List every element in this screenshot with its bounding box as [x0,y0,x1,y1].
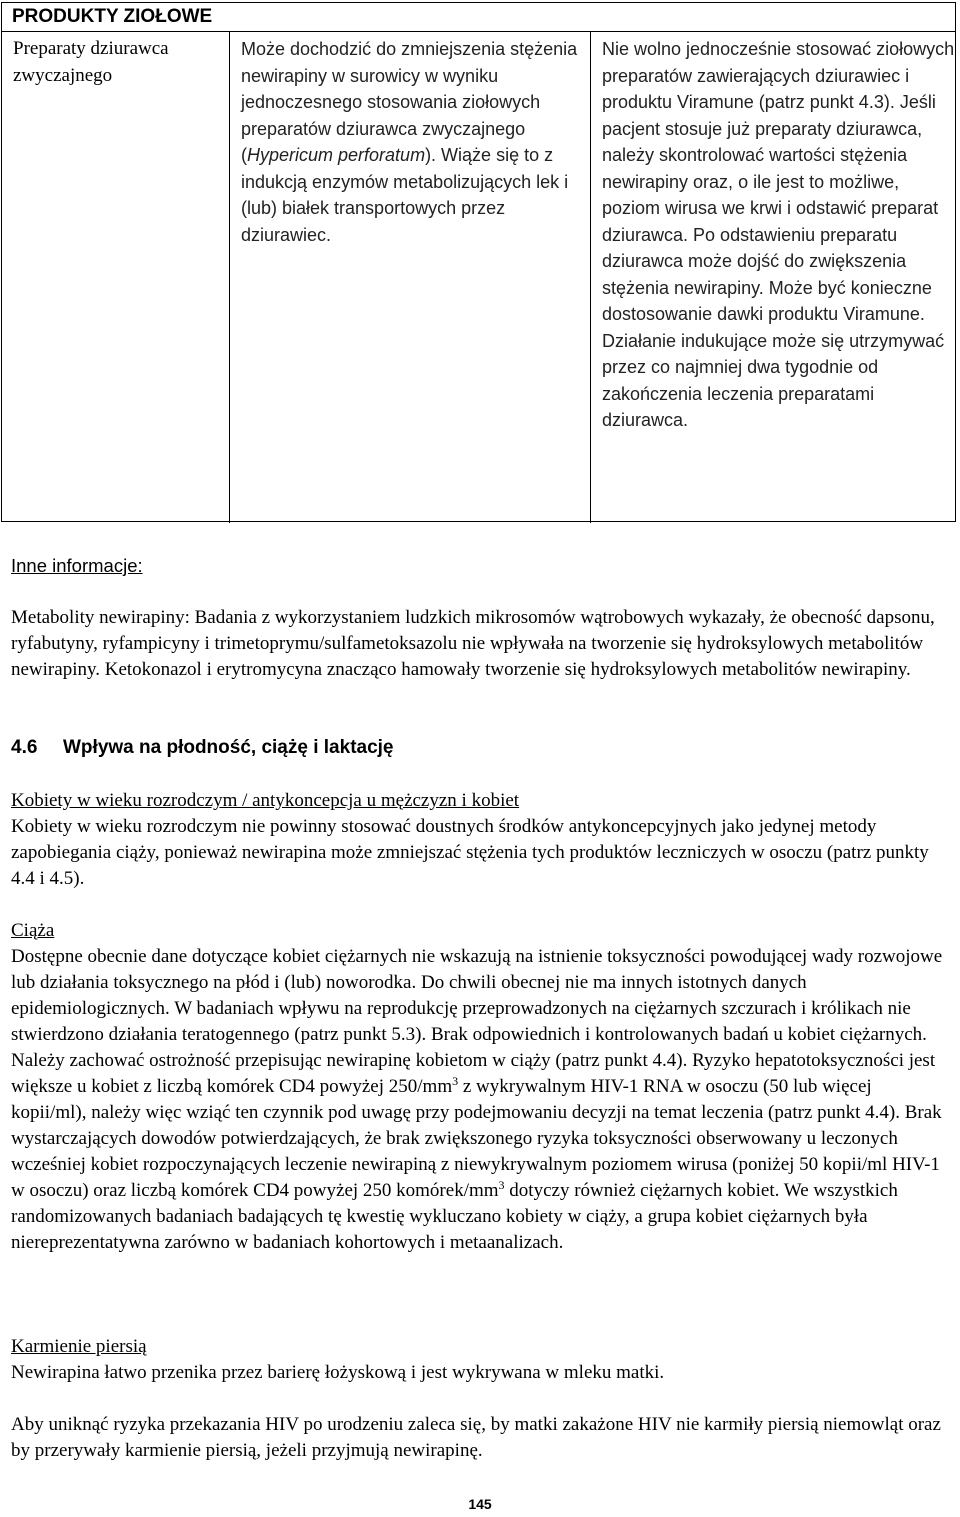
product-name: Preparaty dziurawca zwyczajnego [13,38,169,86]
pregnancy-text [11,944,946,1256]
pregnancy-heading: Ciąża [11,920,55,941]
effect-text [241,36,590,248]
other-info-heading: Inne informacje: [11,555,143,576]
pregnancy-text-part-1: Dostępne obecnie dane dotyczące kobiet ciężarnych nie wskazują na istnienie toksyczności powodującej wady rozwojowe lub działania toksycznego na płód i (lub) noworodka. Do chwili obecnej nie ma innych istotnych danych epidemiologicznych. W badaniach wpływu na reprodukcję przeprowadzonych na ciężarnych szczurach i królikach nie stwierdzono działania teratogennego (patrz punkt 5.3). Brak odpowiednich i kontrolowanych badań u kobiet ciężarnych. Należy zachować ostrożność przepisując newirapinę kobietom w ciąży (patrz punkt 4.4). Ryzyko hepatotoksyczności jest większe u kobiet z liczbą komórek CD4 powyżej 250/mm [11,946,943,1097]
breastfeeding-text: Newirapina łatwo przenika przez barierę łożyskową i jest wykrywana w mleku matki. [11,1362,665,1383]
breastfeeding-heading: Karmienie piersią [11,1336,147,1357]
superscript-1: 3 [452,1074,459,1088]
section-number: 4.6 [11,737,38,758]
latin-name: Hypericum perforatum [247,145,426,165]
interaction-table [1,2,956,522]
table-cell-effect [230,32,591,523]
recommendation-text: Nie wolno jednocześnie stosować ziołowych preparatów zawierających dziurawiec i produktu Viramune (patrz punkt 4.3). Jeśli pacjent stosuje już preparaty dziurawca, należy skontrolować wartości stężenia newirapiny oraz, o ile jest to możliwe, poziom wirusa we krwi i odstawić preparat dziurawca. Po odstawieniu preparatu dziurawca może dojść do zwiększenia stężenia newirapiny. Może być konieczne dostosowanie dawki produktu Viramune. Działanie indukujące może się utrzymywać przez co najmniej dwa tygodnie od zakończenia leczenia preparatami dziurawca. [602,39,955,430]
pregnancy-text-part-3: dotyczy również ciężarnych kobiet. We wszystkich randomizowanych badaniach badających tę kwestię wykluczano kobiety w ciąży, a grupa kobiet ciężarnych była niereprezentatywna zarówno w badaniach kohortowych i metaanalizach. [11,1180,898,1253]
superscript-2: 3 [498,1178,505,1192]
women-text: Kobiety w wieku rozrodczym nie powinny stosować doustnych środków antykoncepcyjnych jako jedynej metody zapobiegania ciąży, ponieważ newirapina może zmniejszać stężenia tych produktów leczniczych w osoczu (patrz punkty 4.4 i 4.5). [11,816,929,889]
effect-text-part-1: Może dochodzić do zmniejszenia stężenia newirapiny w surowicy w wyniku jednoczesnego stosowania ziołowych preparatów dziurawca zwyczajnego ( [241,39,578,165]
women-heading: Kobiety w wieku rozrodczym / antykoncepcja u mężczyzn i kobiet [11,790,520,811]
other-info-text: Metabolity newirapiny: Badania z wykorzystaniem ludzkich mikrosomów wątrobowych wykazały, że obecność dapsonu, ryfabutyny, ryfampicyny i trimetoprymu/sulfametoksazolu nie wpływała na tworzenie się hydroksylowych metabolitów newirapiny. Ketokonazol i erytromycyna znacząco hamowały tworzenie się hydroksylowych metabolitów newirapiny. [11,607,935,680]
effect-text-part-2: ). Wiąże się to z indukcją enzymów metabolizujących lek i (lub) białek transportowych przez dziurawiec. [241,145,569,245]
table-header: PRODUKTY ZIOŁOWE [2,3,955,32]
section-heading [11,735,946,761]
pregnancy-text-part-2: z wykrywalnym HIV-1 RNA w osoczu (50 lub więcej kopii/ml), należy więc wziąć ten czynnik pod uwagę przy podejmowaniu decyzji na temat leczenia (patrz punkt 4.4). Brak wystarczających dowodów potwierdzających, że brak zwiększonego ryzyka toksyczności obserwowany u leczonych wcześniej kobiet rozpoczynających leczenie newirapiną z niewykrywalnym poziomem wirusa (poniżej 50 kopii/ml HIV-1 w osoczu) oraz liczbą komórek CD4 powyżej 250 komórek/mm [11,1076,942,1201]
page-number: 145 [468,1496,492,1512]
section-title: Wpływa na płodność, ciążę i laktację [63,737,394,758]
table-cell-product [2,32,230,523]
table-cell-recommendation [591,32,955,523]
breastfeeding-text-2: Aby uniknąć ryzyka przekazania HIV po urodzeniu zaleca się, by matki zakażone HIV nie karmiły piersią niemowląt oraz by przerywały karmienie piersią, jeżeli przyjmują newirapinę. [11,1414,941,1461]
